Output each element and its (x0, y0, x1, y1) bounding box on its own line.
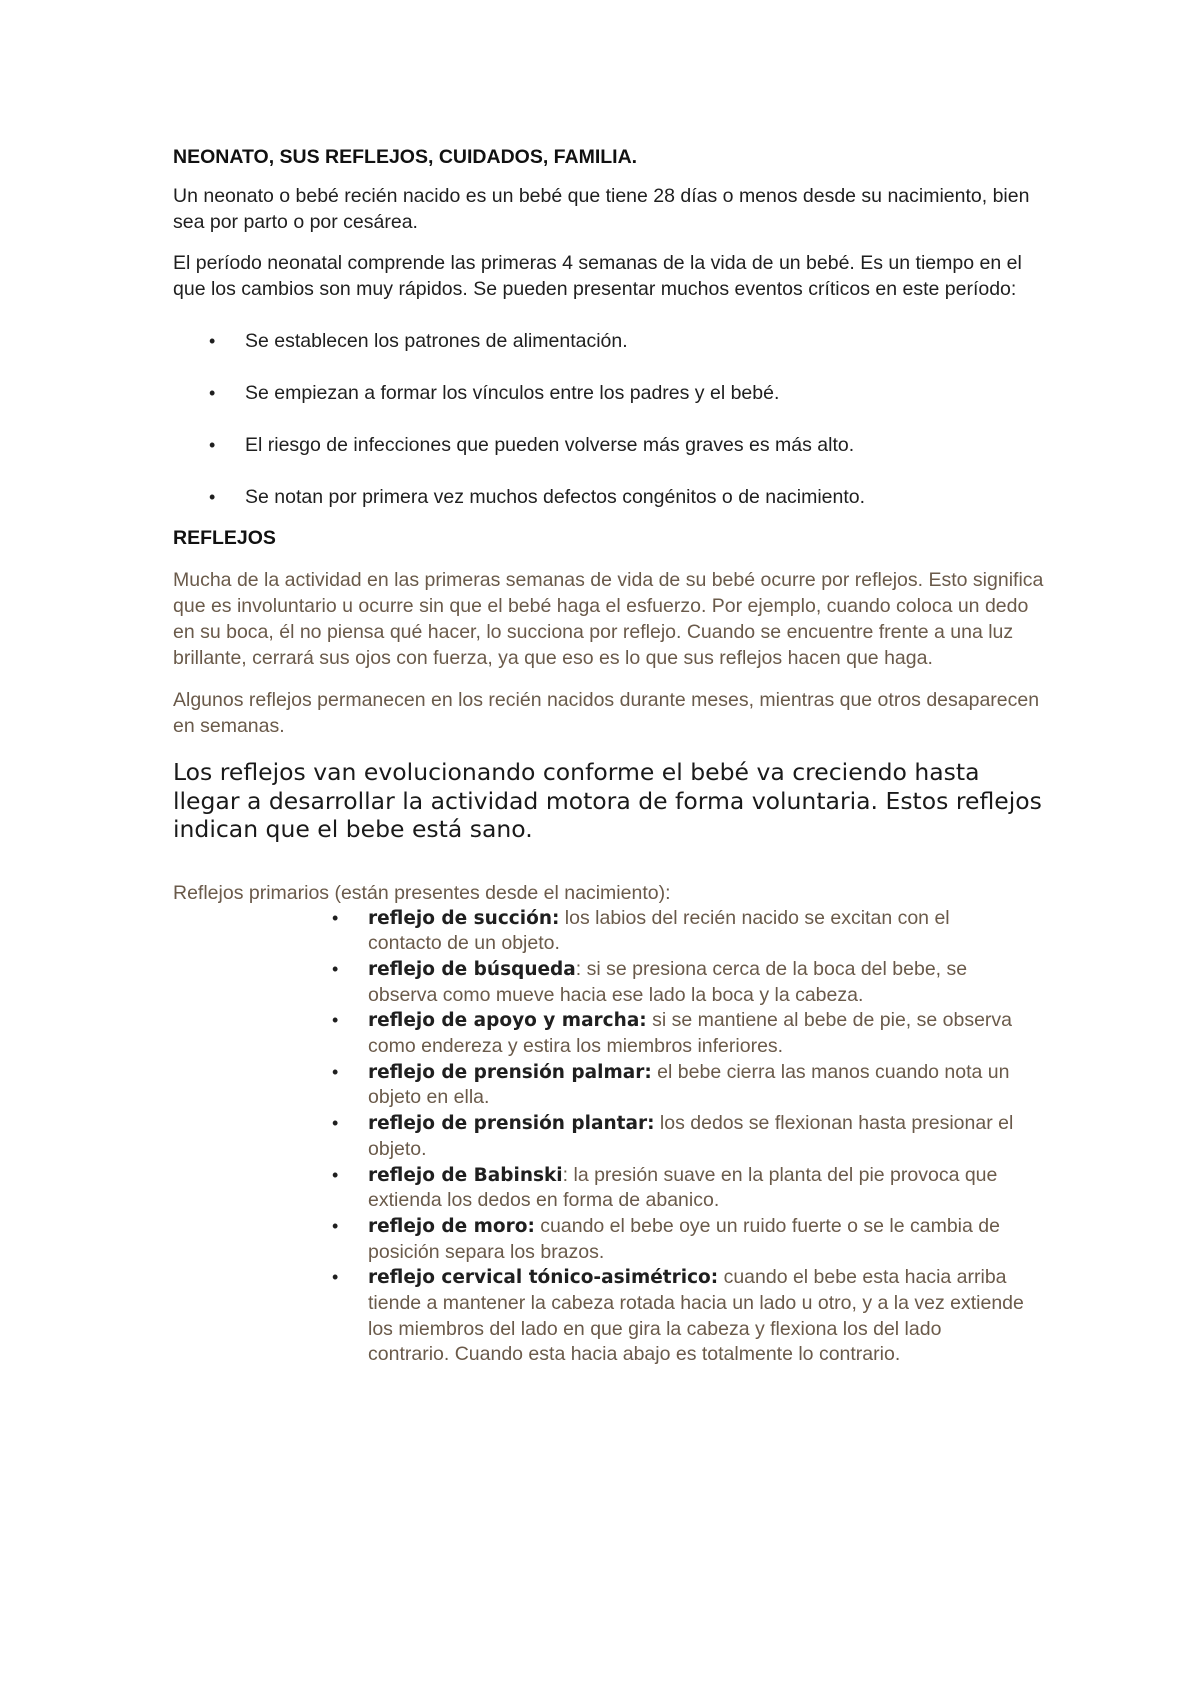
bullet-icon: • (332, 1061, 339, 1082)
reflex-description: los labios del recién nacido se excitan con el contacto de un objeto. (368, 906, 950, 955)
reflex-description: cuando el bebe esta hacia arriba tiende a mantener la cabeza rotada hacia un lado u otro, y a la vez extiende los miembros del lado en que gira la cabeza y flexiona los del lado contrario. Cuando esta hacia abajo es totalmente lo contrario. (368, 1266, 1024, 1366)
bullet-icon: • (332, 958, 339, 979)
bullet-icon: • (209, 435, 216, 455)
critical-events-list (173, 328, 1053, 510)
reflex-name: reflejo de succión: (368, 907, 560, 929)
list-item-text: El riesgo de infecciones que pueden volverse más graves es más alto. (245, 434, 855, 456)
list-item (173, 432, 1053, 458)
list-item-text: Se empiezan a formar los vínculos entre los padres y el bebé. (245, 382, 780, 404)
list-item (332, 1060, 1028, 1111)
list-item (173, 380, 1053, 406)
reflex-name: reflejo cervical tónico-asimétrico: (368, 1267, 719, 1289)
reflex-name: reflejo de prensión palmar: (368, 1061, 652, 1083)
list-item (332, 957, 1028, 1008)
bullet-icon: • (209, 383, 216, 403)
reflex-name: reflejo de prensión plantar: (368, 1113, 655, 1135)
primary-reflexes-label: Reflejos primarios (están presentes desde el nacimiento): (173, 881, 671, 904)
bullet-icon: • (332, 1267, 339, 1288)
list-item-text: Se notan por primera vez muchos defectos congénitos o de nacimiento. (245, 486, 866, 508)
list-item (332, 1265, 1028, 1368)
reflex-description: los dedos se flexionan hasta presionar el objeto. (368, 1112, 1014, 1160)
bullet-icon: • (332, 1215, 339, 1236)
bullet-icon: • (332, 1010, 339, 1031)
list-item (332, 1163, 1028, 1214)
list-item (332, 1214, 1028, 1265)
reflex-description: cuando el bebe oye un ruido fuerte o se le cambia de posición separa los brazos. (368, 1214, 1000, 1263)
list-item (332, 1008, 1028, 1059)
reflex-description: el bebe cierra las manos cuando nota un objeto en ella. (368, 1060, 1010, 1109)
neonatal-period-paragraph: El período neonatal comprende las primeras 4 semanas de la vida de un bebé. Es un tiempo en el que los cambios son muy rápidos. Se pueden presentar muchos eventos críticos en este período: (173, 252, 1022, 300)
document-page (173, 132, 1053, 1368)
list-item (332, 1111, 1028, 1162)
reflex-name: reflejo de búsqueda (368, 958, 576, 980)
reflexes-heading: REFLEJOS (173, 527, 276, 549)
reflexes-evolution-paragraph: Los reflejos van evolucionando conforme el bebé va creciendo hasta llegar a desarrollar la actividad motora de forma voluntaria. Estos reflejos indican que el bebe está sano. (173, 758, 1042, 843)
reflexes-duration-paragraph: Algunos reflejos permanecen en los recién nacidos durante meses, mientras que otros desaparecen en semanas. (173, 689, 1040, 737)
reflex-name: reflejo de apoyo y marcha: (368, 1010, 647, 1032)
reflex-description: si se mantiene al bebe de pie, se observa como endereza y estira los miembros inferiores. (368, 1009, 1013, 1058)
bullet-icon: • (332, 907, 339, 928)
primary-reflexes-list (332, 906, 1028, 1369)
list-item-text: Se establecen los patrones de alimentación. (245, 330, 628, 352)
reflexes-intro-paragraph: Mucha de la actividad en las primeras semanas de vida de su bebé ocurre por reflejos. Esto significa que es involuntario u ocurre sin que el bebé haga el esfuerzo. Por ejemplo, cuando coloca un dedo en su boca, él no piensa qué hacer, lo succiona por reflejo. Cuando se encuentre frente a una luz brillante, cerrará sus ojos con fuerza, ya que eso es lo que sus reflejos hacen que haga. (173, 569, 1044, 669)
bullet-icon: • (332, 1113, 339, 1134)
bullet-icon: • (209, 331, 216, 351)
reflex-description: : la presión suave en la planta del pie provoca que extienda los dedos en forma de abanico. (368, 1163, 998, 1212)
bullet-icon: • (209, 487, 216, 507)
intro-paragraph: Un neonato o bebé recién nacido es un bebé que tiene 28 días o menos desde su nacimiento, bien sea por parto o por cesárea. (173, 185, 1030, 233)
list-item (173, 484, 1053, 510)
reflex-name: reflejo de moro: (368, 1215, 535, 1237)
reflex-description: : si se presiona cerca de la boca del bebe, se observa como mueve hacia ese lado la boca y la cabeza. (368, 957, 968, 1006)
reflex-name: reflejo de Babinski (368, 1164, 563, 1186)
list-item (332, 906, 1028, 957)
bullet-icon: • (332, 1164, 339, 1185)
list-item (173, 328, 1053, 354)
document-title: NEONATO, SUS REFLEJOS, CUIDADOS, FAMILIA. (173, 146, 638, 168)
